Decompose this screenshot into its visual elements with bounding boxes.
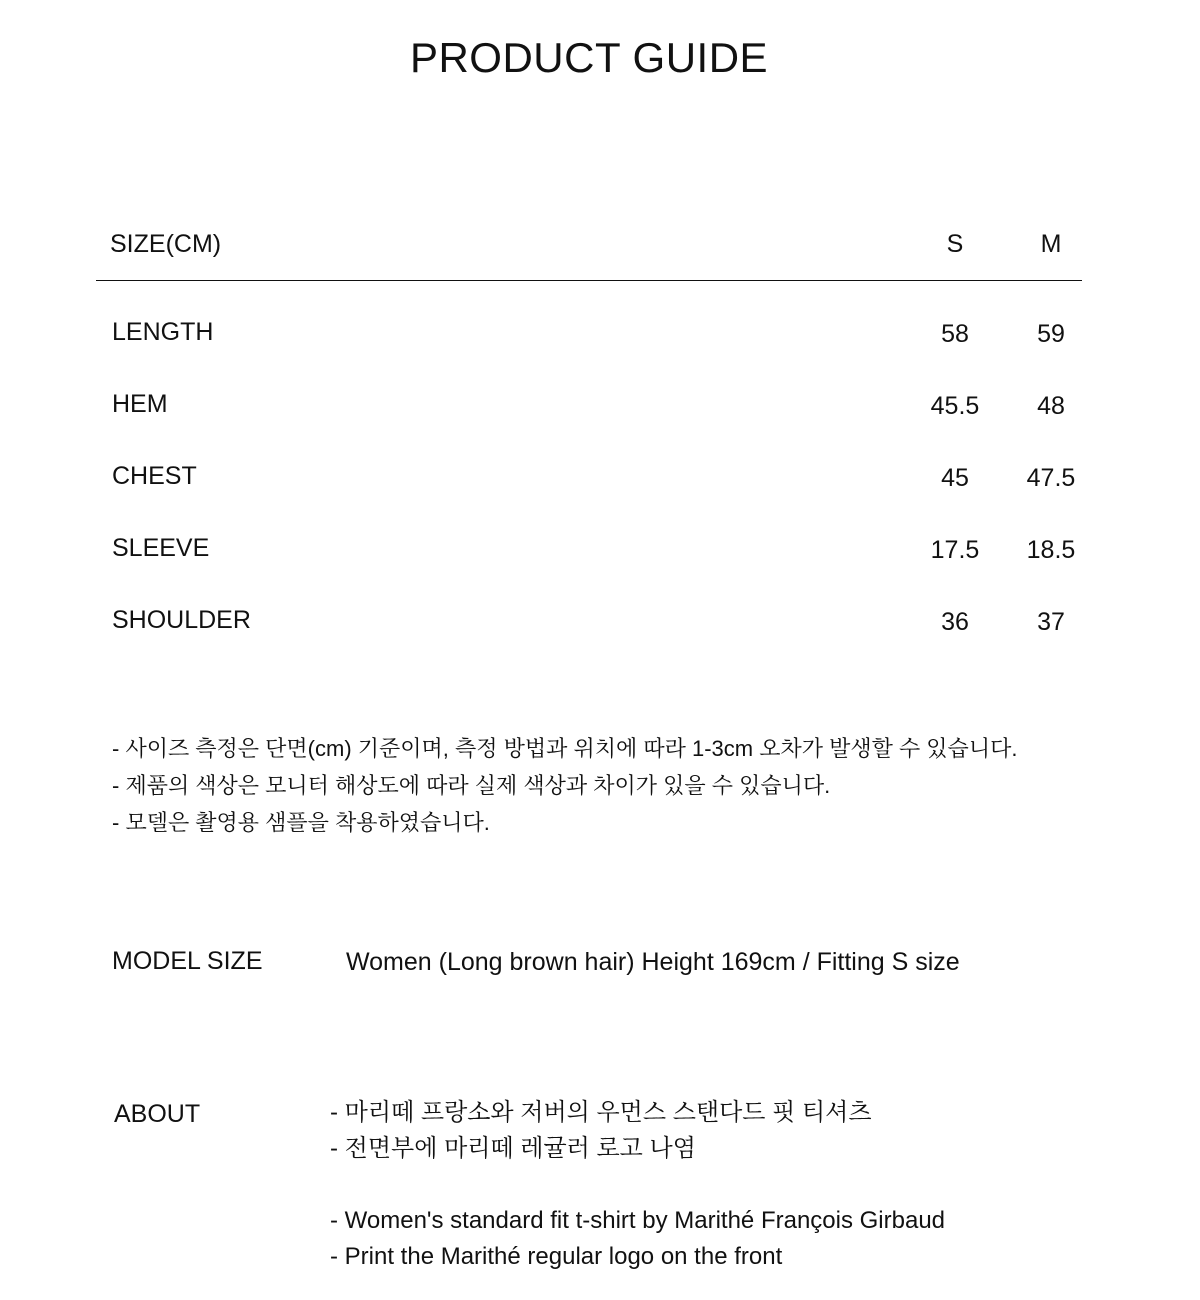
about-description	[330, 1095, 1130, 1275]
size-m-header: M	[1040, 230, 1062, 258]
value-m: 48	[1037, 392, 1065, 420]
table-row-hem	[0, 390, 1200, 462]
page-title: PRODUCT GUIDE	[409, 34, 769, 81]
size-notes	[112, 730, 1112, 841]
size-unit-label: SIZE(CM)	[110, 230, 222, 258]
size-s-header: S	[946, 230, 964, 258]
note-line: - 모델은 촬영용 샘플을 착용하였습니다.	[112, 810, 490, 835]
note-line: - 제품의 색상은 모니터 해상도에 따라 실제 색상과 차이가 있을 수 있습니다.	[112, 773, 831, 798]
about-line-english: - Print the Marithé regular logo on the front	[330, 1243, 783, 1270]
value-s: 36	[941, 608, 969, 636]
value-m: 18.5	[1026, 536, 1076, 564]
table-row-sleeve	[0, 534, 1200, 606]
table-row-chest	[0, 462, 1200, 534]
model-size-value: Women (Long brown hair) Height 169cm / Fitting S size	[346, 948, 960, 976]
table-row-shoulder	[0, 606, 1200, 678]
row-label: SHOULDER	[112, 606, 251, 634]
about-line-korean: - 마리떼 프랑소와 저버의 우먼스 스탠다드 핏 티셔츠	[330, 1099, 872, 1126]
about-label: ABOUT	[114, 1100, 201, 1128]
spacer	[330, 1167, 1130, 1203]
table-row-length	[0, 318, 1200, 390]
value-s: 17.5	[930, 536, 980, 564]
note-line: - 사이즈 측정은 단면(cm) 기준이며, 측정 방법과 위치에 따라 1-3cm 오차가 발생할 수 있습니다.	[112, 736, 1018, 761]
value-m: 59	[1037, 320, 1065, 348]
row-label: SLEEVE	[112, 534, 210, 562]
size-table-body	[0, 318, 1200, 678]
value-m: 37	[1037, 608, 1065, 636]
row-label: CHEST	[112, 462, 197, 490]
model-size-label: MODEL SIZE	[112, 947, 263, 975]
value-s: 45.5	[930, 392, 980, 420]
row-label: HEM	[112, 390, 168, 418]
value-s: 58	[941, 320, 969, 348]
about-line-english: - Women's standard fit t-shirt by Marithé François Girbaud	[330, 1207, 946, 1234]
value-s: 45	[941, 464, 969, 492]
about-line-korean: - 전면부에 마리떼 레귤러 로고 나염	[330, 1135, 696, 1162]
value-m: 47.5	[1026, 464, 1076, 492]
row-label: LENGTH	[112, 318, 214, 346]
size-table-header	[96, 228, 1082, 281]
